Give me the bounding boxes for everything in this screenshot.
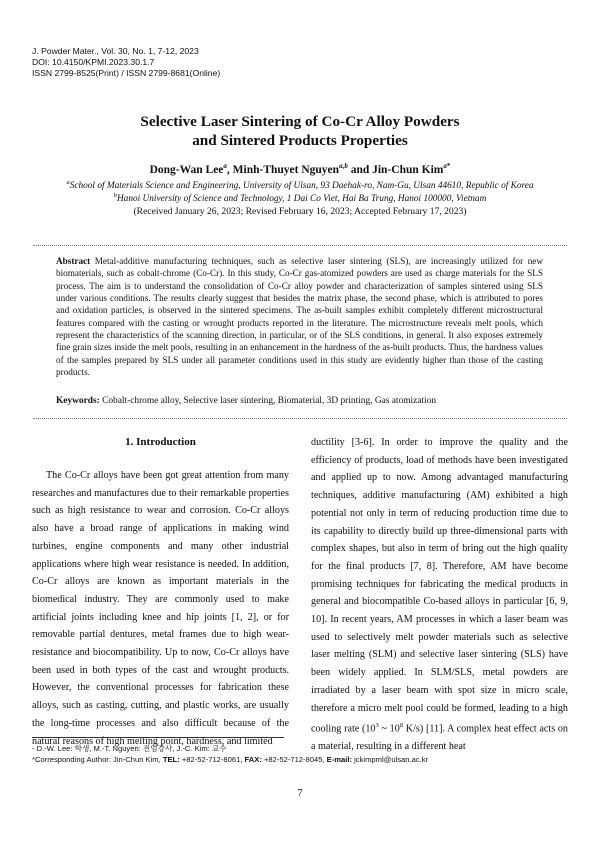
- author-separator: ,: [226, 163, 233, 176]
- journal-doi[interactable]: DOI: 10.4150/KPMI.2023.30.1.7: [32, 57, 155, 68]
- footnote-author-titles: - D.-W. Lee: 학생, M.-T. Nguyen: 전임강사, J.-C. Kim: 교수: [32, 744, 227, 753]
- title-line-1: Selective Laser Sintering of Co-Cr Alloy Powders: [140, 113, 460, 130]
- section-heading: 1. Introduction: [125, 436, 196, 448]
- affiliation-a-text: School of Materials Science and Engineering, University of Ulsan, 93 Daehak-ro, Nam-Gu, Ulsan 44610, Republic of Korea: [69, 181, 534, 192]
- abstract-top-rule: [33, 245, 567, 246]
- email-link[interactable]: jckimpml@ulsan.ac.kr: [352, 755, 429, 764]
- affiliation-b-text: Hanoi University of Science and Technology, 1 Dai Co Viet, Hai Ba Trung, Hanoi 100000, Vietnam: [116, 194, 487, 205]
- affiliation-b: [0, 192, 600, 204]
- journal-issn: ISSN 2799-8525(Print) / ISSN 2799-8681(Online): [32, 68, 221, 79]
- body-paragraph: ductility [3-6]. In order to improve the quality and the efficiency of products, load of methods have been investigated and applied up to now. Among advantaged manufacturing techniques, additive manufacturing (AM) exhibited a high potential not only in term of reducing production time due to its capability to directly build up three-dimensional parts with complex shapes, but also in term of bring out the high quality for the final products [7, 8]. Therefore, AM have become promising techniques for fabricating the medical products in general and biocompatible Co-based alloys in particular [6, 9, 10]. In recent years, AM processes in which a laser beam was used to selectively melt powder materials such as selective laser melting (SLM) and selective laser sintering (SLS) have been widely applied. In SLM/SLS, metal powders are irradiated by a laser beam with spot size in micro scale, therefore a micro melt pool could be formed, leading to a high cooling rate ($10^3$ ~ $10^8$ K/s) [11]. A complex heat effect acts on a material, resulting in a different heat: [311, 437, 568, 753]
- journal-header: [32, 46, 220, 80]
- page-number: 7: [297, 788, 303, 799]
- author-2-affil: a,b: [339, 162, 348, 170]
- affiliation-a: [0, 179, 600, 191]
- body-column-right: [311, 434, 568, 756]
- author-1: Dong-Wan Lee: [149, 163, 224, 176]
- footnote-rule: [32, 737, 284, 738]
- author-list: [0, 162, 600, 176]
- body-column-left: [32, 467, 289, 750]
- author-3: Jin-Chun Kim: [372, 163, 444, 176]
- body-paragraph: The Co-Cr alloys have been got great attention from many researches and manufactures due to their remarkable properties such as high resistance to wear and corrosion. Co-Cr alloys also have a broad range of applications in making wind turbines, engine components and many other industrial applications where high wear resistance is needed. In addition, Co-Cr alloys are known as important materials in the biomedical industry. They are commonly used to make artificial joints including knee and hip joints [1, 2], or for removable partial dentures, metal frames due to high wear-resistance and biocompatibility. Up to now, Co-Cr alloys have been used in both types of the cast and wrought products. However, the conventional processes for fabrication these alloys, such as casting, cutting, and plastic works, are usually the long-time processes and also difficult because of the natural reasons of high melting point, hardness, and limited: [32, 470, 289, 747]
- title-line-2: and Sintered Products Properties: [192, 132, 408, 149]
- abstract-bottom-rule: [33, 418, 567, 419]
- author-3-affil: a*: [443, 162, 451, 170]
- author-separator: and: [347, 163, 373, 176]
- author-1-affil: a: [223, 162, 227, 170]
- abstract-label: Abstract: [56, 256, 91, 266]
- affiliation-a-marker: a: [66, 179, 70, 186]
- keywords: [56, 396, 543, 406]
- affiliation-b-marker: b: [113, 192, 117, 199]
- abstract: [56, 255, 543, 378]
- footnote-corresponding-author: *Corresponding Author: Jin-Chun Kim, TEL: +82-52-712-8061, FAX: +82-52-712-8045, E-mail: jckimpml@ulsan.ac.kr: [32, 755, 429, 764]
- abstract-text: Metal-additive manufacturing techniques, such as selective laser sintering (SLS), are increasingly utilized for new biomaterials, such as cobalt-chrome (Co-Cr). In this study, Co-Cr gas-atomized powders are used as charge materials for the SLS process. The aim is to understand the consolidation of Co-Cr alloy powder and characterization of samples sintered using SLS under various conditions. The results clearly suggest that besides the matrix phase, the second phase, which is attributed to pores and oxidation particles, is observed in the sintered specimens. The as-built samples exhibit completely different microstructural features compared with the casting or wrought products reported in the literature. The microstructure reveals melt pools, which represent the characteristics of the scanning direction, in particular, or of the SLS conditions, in general. It also exposes extremely fine grain sizes inside the melt pools, resulting in an enhancement in the hardness of the as-built products. Thus, the hardness values of the samples prepared by SLS under all parameter conditions used in this study are evidently higher than those of the casting products.: [56, 256, 543, 378]
- journal-citation: J. Powder Mater., Vol. 30, No. 1, 7-12, 2023: [32, 46, 199, 56]
- received-dates: (Received January 26, 2023; Revised February 16, 2023; Accepted February 17, 2023): [133, 206, 467, 217]
- author-2: Minh-Thuyet Nguyen: [232, 163, 340, 176]
- keywords-text: Cobalt-chrome alloy, Selective laser sintering, Biomaterial, 3D printing, Gas atomization: [99, 396, 437, 406]
- keywords-label: Keywords:: [56, 396, 100, 406]
- paper-title: [0, 112, 600, 150]
